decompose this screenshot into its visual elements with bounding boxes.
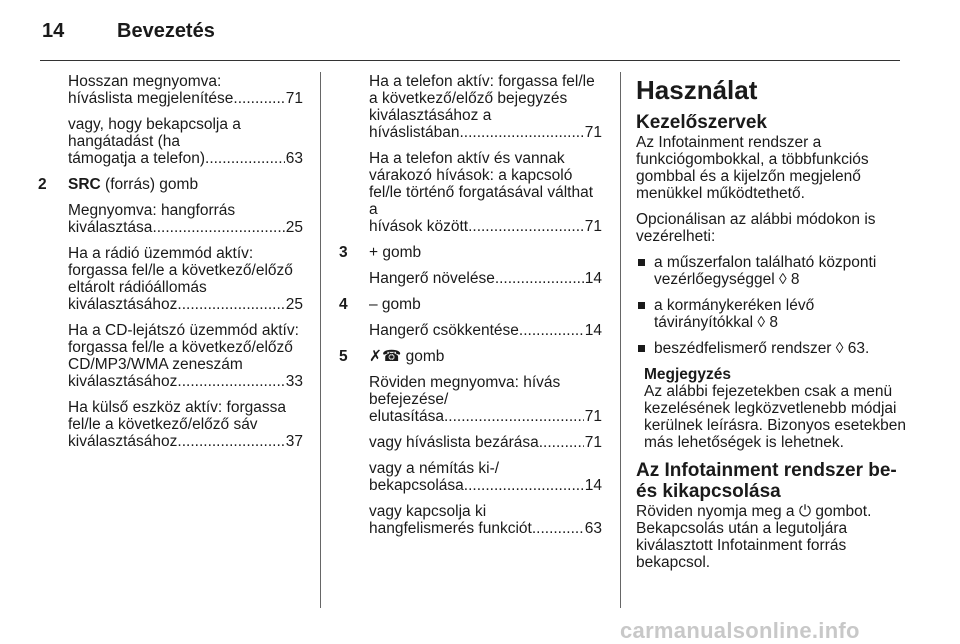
- text-line: esetekben más lehetőségek is: [644, 417, 906, 451]
- text-line: távirányítókkal ◊ 8: [654, 314, 778, 331]
- page-number: 14: [42, 20, 65, 42]
- text-line: rádióállomás: [118, 279, 207, 296]
- numbered-item: [339, 348, 602, 365]
- text-line: következő/előző eltárolt: [68, 262, 293, 296]
- paragraph: [636, 503, 916, 571]
- reference-page: 37: [285, 433, 303, 450]
- text-line: a műszerfalon található központi: [654, 254, 877, 271]
- text-line: forgassa fel/le a: [68, 399, 286, 433]
- item-number: 3: [339, 244, 348, 261]
- text-line: vagy kapcsolja ki: [369, 503, 487, 520]
- text-line: Ha a telefon aktív:: [369, 73, 494, 90]
- subsection-heading: Kezelőszervek: [636, 112, 767, 133]
- paragraph: [369, 270, 602, 287]
- text-line: Ha külső eszköz aktív:: [68, 399, 223, 416]
- reference-page: 71: [584, 408, 602, 425]
- reference-page: 71: [584, 218, 602, 235]
- text-line: Bekapcsolás után a legutoljára: [636, 520, 848, 537]
- reference-text: hívások között: [369, 218, 469, 235]
- mute-hangup-icon: ✗☎: [369, 348, 402, 365]
- reference-text: bekapcsolása: [369, 477, 464, 494]
- numbered-item: [38, 176, 303, 193]
- text-line: vezérlőegységgel ◊ 8: [654, 271, 800, 288]
- reference-text: híváslista megjelenítése: [68, 90, 234, 107]
- text-line: a kormánykeréken lévő: [654, 297, 815, 314]
- reference-page: 71: [285, 90, 303, 107]
- text-line: üzemmód aktív: forgassa: [68, 322, 299, 356]
- text-line: CD/MP3/WMA zeneszám: [68, 356, 243, 373]
- reference-page: 14: [584, 322, 602, 339]
- text-line: kiválasztásához a: [369, 107, 492, 124]
- reference-page: 63: [584, 520, 602, 537]
- text-line: vagy, hogy bekapcsolja a: [68, 116, 241, 133]
- reference-page: 25: [285, 296, 303, 313]
- reference-text: híváslistában: [369, 124, 460, 141]
- paragraph: [369, 434, 602, 451]
- text-line: Megnyomva: hangforrás: [68, 202, 236, 219]
- paragraph: [369, 374, 602, 425]
- text-line: vezérelheti:: [636, 228, 716, 245]
- column-2: [339, 73, 602, 546]
- reference-text: elutasítása: [369, 408, 444, 425]
- item-description: (forrás) gomb: [100, 176, 199, 193]
- reference-text: hangfelismerés funkciót: [369, 520, 532, 537]
- paragraph: [369, 150, 602, 235]
- bullet-item: [636, 340, 916, 357]
- page-reference: [68, 373, 303, 390]
- text-line: Ha a CD-lejátszó: [68, 322, 186, 339]
- text-line: Az alábbi fejezetekben csak a menü: [644, 383, 893, 400]
- paragraph: [68, 202, 303, 236]
- paragraph: [636, 211, 916, 245]
- text-line: hívás befejezése/: [369, 374, 561, 408]
- text-line: következő/előző: [381, 90, 494, 107]
- text-line: Az Infotainment rendszer a: [636, 134, 822, 151]
- page-reference: [68, 433, 303, 450]
- column-3: [636, 76, 916, 580]
- reference-text: kiválasztásához: [68, 296, 178, 313]
- paragraph: [68, 116, 303, 167]
- numbered-item: [339, 244, 602, 261]
- reference-text: Hangerő növelése: [369, 270, 495, 287]
- note-box: [636, 366, 916, 451]
- item-number: 4: [339, 296, 348, 313]
- text-line: Opcionálisan az alábbi módokon is: [636, 211, 876, 228]
- text-line: Röviden nyomja meg a ⏻ gombot.: [636, 503, 872, 520]
- item-description: gomb: [377, 296, 421, 313]
- item-number: 2: [38, 176, 47, 193]
- item-description: gomb: [401, 348, 445, 365]
- text-line: Röviden megnyomva:: [369, 374, 519, 391]
- text-line: kikapcsolása: [662, 481, 781, 502]
- header-divider: [40, 60, 900, 61]
- text-line: forgassa fel/le a: [68, 262, 178, 279]
- page-reference: [369, 124, 602, 141]
- page-reference: [369, 270, 602, 287]
- text-line: hangátadást (ha: [68, 133, 181, 150]
- reference-page: 33: [285, 373, 303, 390]
- page-reference: [369, 408, 602, 425]
- page-reference: [68, 296, 303, 313]
- numbered-item: [339, 296, 602, 313]
- text-line: menükkel működtethető.: [636, 185, 805, 202]
- text-line: Az Infotainment rendszer be- és: [636, 460, 897, 502]
- text-line: lehetnek.: [781, 434, 844, 451]
- paragraph: [636, 134, 916, 202]
- text-line: a kapcsoló fel/le történő: [369, 167, 573, 201]
- column-divider-1: [320, 72, 321, 608]
- reference-page: 71: [584, 124, 602, 141]
- column-divider-2: [620, 72, 621, 608]
- page-reference: [369, 434, 602, 451]
- reference-text: Hangerő csökkentése: [369, 322, 519, 339]
- reference-text: kiválasztásához: [68, 373, 178, 390]
- paragraph: [68, 399, 303, 450]
- paragraph: [369, 503, 602, 537]
- subsection-heading: [636, 460, 916, 502]
- reference-text: támogatja a telefon): [68, 150, 206, 167]
- text-line: vannak várakozó hívások:: [369, 150, 565, 184]
- text-line: beszédfelismerő rendszer ◊ 63.: [654, 340, 870, 357]
- text-line: kezelésének legközvetlenebb: [644, 400, 847, 417]
- section-heading: Használat: [636, 75, 758, 105]
- text-line: bekapcsol.: [636, 554, 711, 571]
- note-heading: Megjegyzés: [644, 366, 732, 383]
- paragraph: [68, 245, 303, 313]
- item-number: 5: [339, 348, 348, 365]
- column-1: [38, 73, 303, 459]
- text-line: gombbal és a kijelzőn megjelenő: [636, 168, 861, 185]
- reference-page: 25: [285, 219, 303, 236]
- reference-text: kiválasztása: [68, 219, 153, 236]
- page-reference: [369, 520, 602, 537]
- reference-text: kiválasztásához: [68, 433, 178, 450]
- text-line: fel/le a következő/előző: [131, 339, 293, 356]
- text-line: módjai kerülnek leírásra. Bizonyos: [644, 400, 897, 434]
- page-reference: [68, 150, 303, 167]
- text-line: bejegyzés: [497, 90, 568, 107]
- page-reference: [68, 219, 303, 236]
- text-line: kiválasztott Infotainment forrás: [636, 537, 847, 554]
- page-reference: [369, 218, 602, 235]
- paragraph: [369, 322, 602, 339]
- text-line: Hosszan megnyomva:: [68, 73, 222, 90]
- page-reference: [68, 90, 303, 107]
- text-line: funkciógombokkal, a többfunkciós: [636, 151, 869, 168]
- text-line: vagy a némítás ki-/: [369, 460, 500, 477]
- bullet-item: [636, 297, 916, 331]
- bullet-item: [636, 254, 916, 288]
- paragraph: [68, 73, 303, 107]
- paragraph: [369, 73, 602, 141]
- page-title: Bevezetés: [117, 20, 215, 42]
- item-description: gomb: [378, 244, 422, 261]
- minus-icon: –: [369, 296, 378, 313]
- reference-page: 14: [584, 477, 602, 494]
- reference-text: vagy híváslista bezárása: [369, 434, 539, 451]
- watermark: carmanualsonline.info: [620, 618, 860, 643]
- reference-page: 71: [584, 434, 602, 451]
- text-line: forgassa fel/le a: [369, 73, 595, 107]
- plus-icon: +: [369, 244, 379, 261]
- reference-page: 63: [285, 150, 303, 167]
- reference-page: 14: [584, 270, 602, 287]
- page-reference: [369, 322, 602, 339]
- page-reference: [369, 477, 602, 494]
- paragraph: [68, 322, 303, 390]
- text-line: forgatásával válthat a: [369, 184, 594, 218]
- text-line: következő/előző sáv: [117, 416, 258, 433]
- text-line: Ha a rádió üzemmód aktív:: [68, 245, 254, 262]
- item-label: SRC: [68, 176, 101, 193]
- paragraph: [369, 460, 602, 494]
- text-line: Ha a telefon aktív és: [369, 150, 511, 167]
